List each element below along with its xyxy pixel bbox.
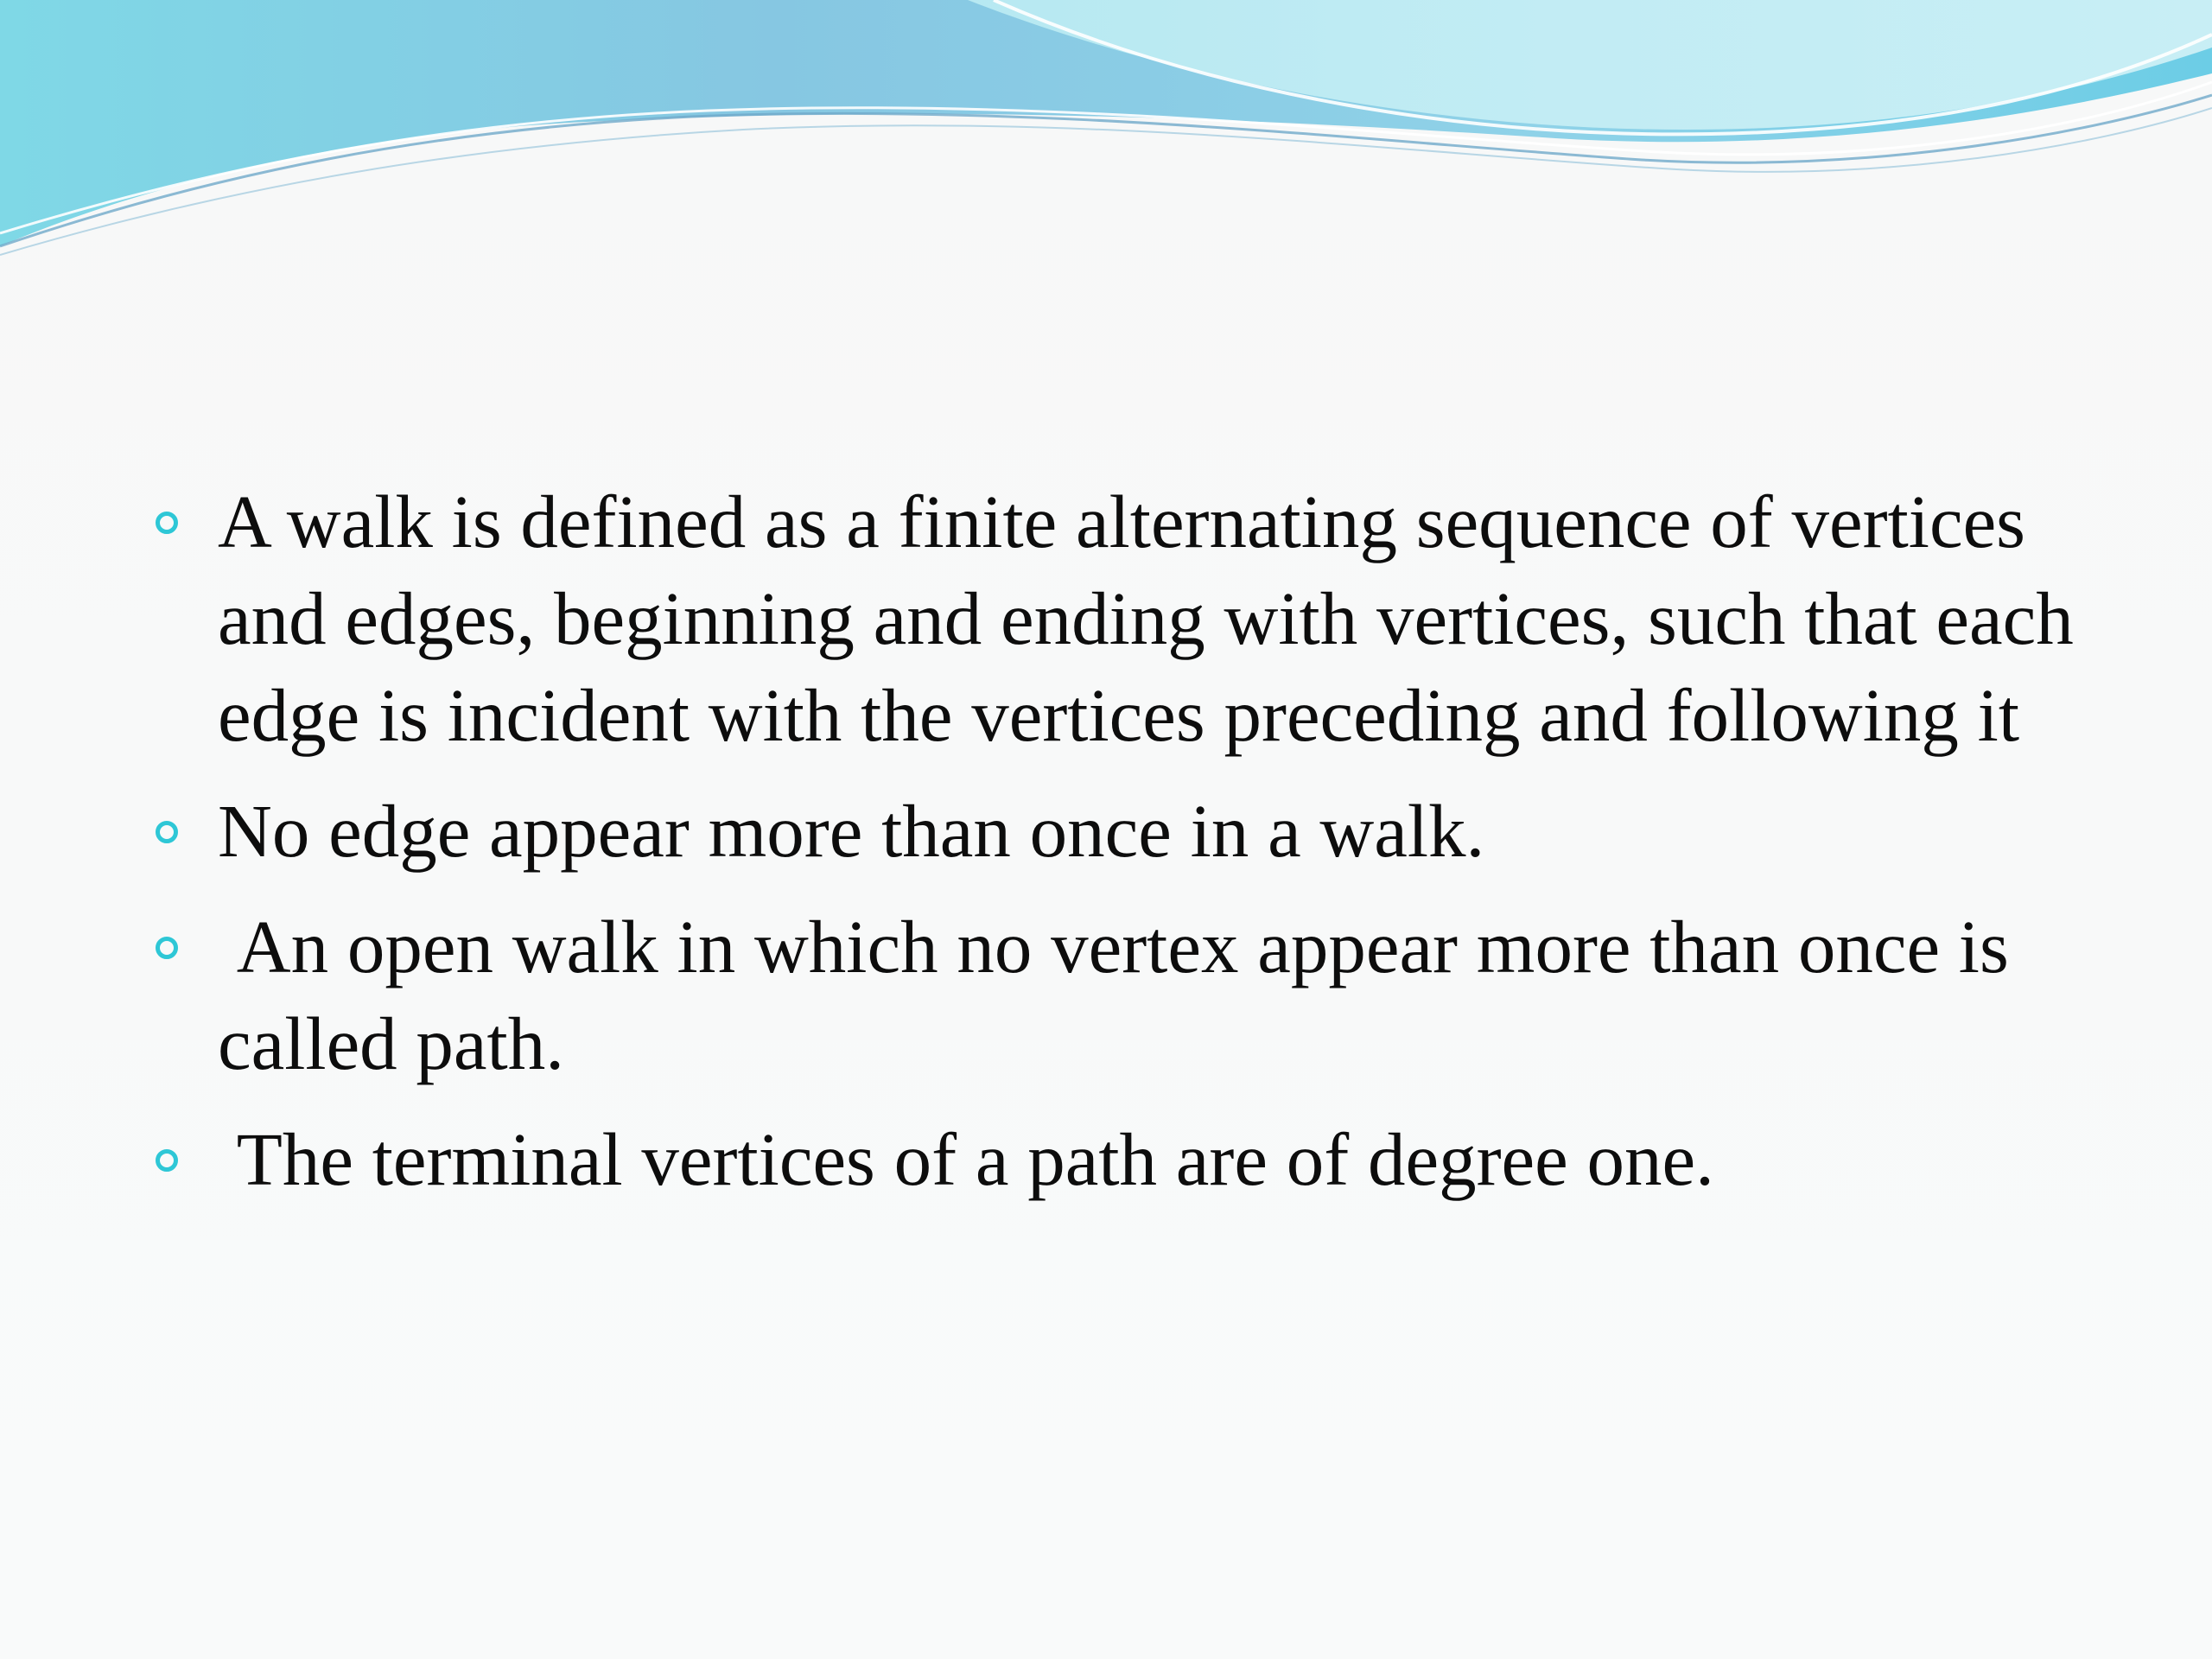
slide-body <box>145 474 2098 1227</box>
bullet-text: A walk is defined as a finite alternating sequence of vertices and edges, beginning and ending with vertices, such that each edge is incident with the vertices preceding and following it <box>218 480 2093 757</box>
header-wave-decoration <box>0 0 2212 259</box>
bullet-list <box>145 474 2098 1208</box>
bullet-text: No edge appear more than once in a walk. <box>218 789 1485 873</box>
bullet-item <box>145 783 2098 880</box>
circle-bullet-icon <box>145 1111 218 1172</box>
bullet-item <box>145 1111 2098 1208</box>
circle-bullet-icon <box>145 899 218 959</box>
bullet-text: The terminal vertices of a path are of degree one. <box>218 1117 1714 1201</box>
bullet-text: An open walk in which no vertex appear more than once is called path. <box>218 905 2028 1085</box>
circle-bullet-icon <box>145 474 218 534</box>
bullet-item <box>145 474 2098 764</box>
circle-bullet-icon <box>145 783 218 843</box>
bullet-item <box>145 899 2098 1092</box>
